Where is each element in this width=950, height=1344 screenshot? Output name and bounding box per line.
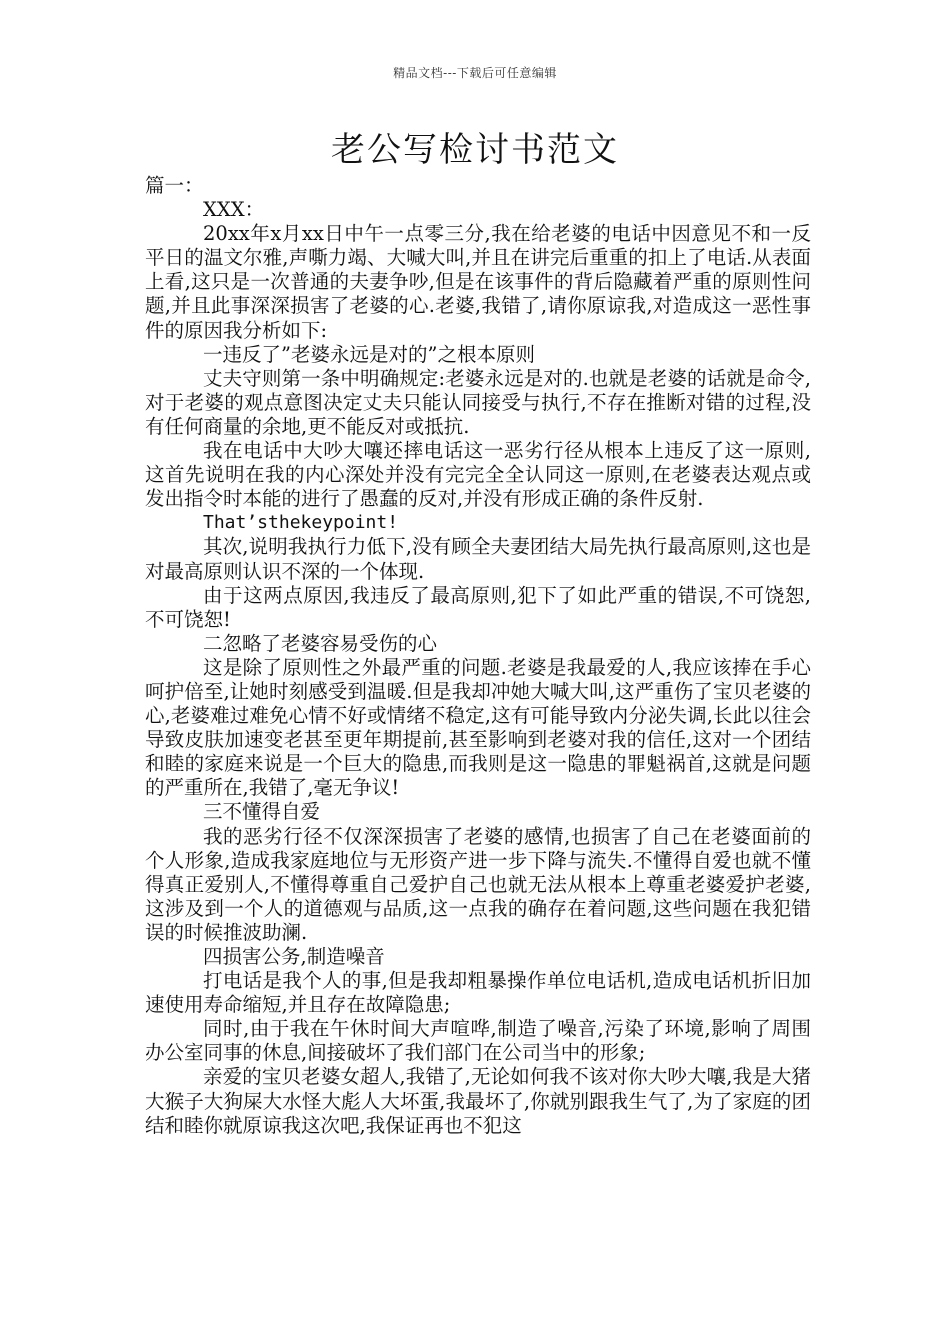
paragraph: 同时,由于我在午休时间大声喧哗,制造了噪音,污染了环境,影响了周围办公室同事的休息,间接破坏了我们部门在公司当中的形象; (145, 1017, 811, 1065)
salutation: XXX： (203, 198, 265, 222)
section-heading: 四损害公务,制造噪音 (203, 945, 385, 968)
paragraph: 打电话是我个人的事,但是我却粗暴操作单位电话机,造成电话机折旧加速使用寿命缩短,并且存在故障隐患; (145, 969, 811, 1017)
paragraph: 我的恶劣行径不仅深深损害了老婆的感情,也损害了自己在老婆面前的个人形象,造成我家庭地位与无形资产进一步下降与流失.不懂得自爱也就不懂得真正爱别人,不懂得尊重自己爱护自己也就无法从根本上尊重老婆爱护老婆,这涉及到一个人的道德观与品质,这一点我的确存在着问题,这些问题在我犯错误的时候推波助澜. (145, 824, 811, 944)
paragraph: 亲爱的宝贝老婆女超人,我错了,无论如何我不该对你大吵大嚷,我是大猪大猴子大狗屎大水怪大彪人大坏蛋,我最坏了,你就别跟我生气了,为了家庭的团结和睦你就原谅我这次吧,我保证再也不犯这 (145, 1065, 811, 1137)
paragraph: 我在电话中大吵大嚷还摔电话这一恶劣行径从根本上违反了这一原则,这首先说明在我的内心深处并没有完完全全认同这一原则,在老婆表达观点或发出指令时本能的进行了愚蠢的反对,并没有形成正确的条件反射. (145, 439, 811, 511)
paragraph: That’sthekeypoint! (203, 512, 399, 534)
section-label: 篇一： (145, 174, 204, 197)
paragraph: 这是除了原则性之外最严重的问题.老婆是我最爱的人,我应该捧在手心呵护倍至,让她时刻感受到温暖.但是我却冲她大喊大叫,这严重伤了宝贝老婆的心,老婆难过难免心情不好或情绪不稳定,这有可能导致内分泌失调,长此以往会导致皮肤加速变老甚至更年期提前,甚至影响到老婆对我的信任,这对一个团结和睦的家庭来说是一个巨大的隐患,而我则是这一隐患的罪魁祸首,这就是问题的严重所在,我错了,毫无争议! (145, 655, 811, 800)
section-heading: 二忽略了老婆容易受伤的心 (203, 631, 438, 655)
section-heading: 三不懂得自爱 (203, 800, 321, 824)
paragraph: 由于这两点原因,我违反了最高原则,犯下了如此严重的错误,不可饶恕,不可饶恕! (145, 583, 811, 631)
paragraph: 丈夫守则第一条中明确规定:老婆永远是对的.也就是老婆的话就是命令,对于老婆的观点意图决定丈夫只能认同接受与执行,不存在推断对错的过程,没有任何商量的余地,更不能反对或抵抗. (145, 366, 811, 438)
document-body (145, 174, 811, 1138)
section-heading: 一违反了”老婆永远是对的”之根本原则 (203, 342, 535, 366)
paragraph: 其次,说明我执行力低下,没有顾全夫妻团结大局先执行最高原则,这也是对最高原则认识不深的一个体现. (145, 535, 811, 583)
paragraph: 20xx年x月xx日中午一点零三分,我在给老婆的电话中因意见不和一反平日的温文尔雅,声嘶力竭、大喊大叫,并且在讲完后重重的扣上了电话.从表面上看,这只是一次普通的夫妻争吵,但是在该事件的背后隐藏着严重的原则性问题,并且此事深深损害了老婆的心.老婆,我错了,请你原谅我,对造成这一恶性事件的原因我分析如下: (145, 222, 811, 342)
page-header-note: 精品文档---下载后可任意编辑 (393, 66, 557, 80)
document-title: 老公写检讨书范文 (331, 130, 619, 170)
